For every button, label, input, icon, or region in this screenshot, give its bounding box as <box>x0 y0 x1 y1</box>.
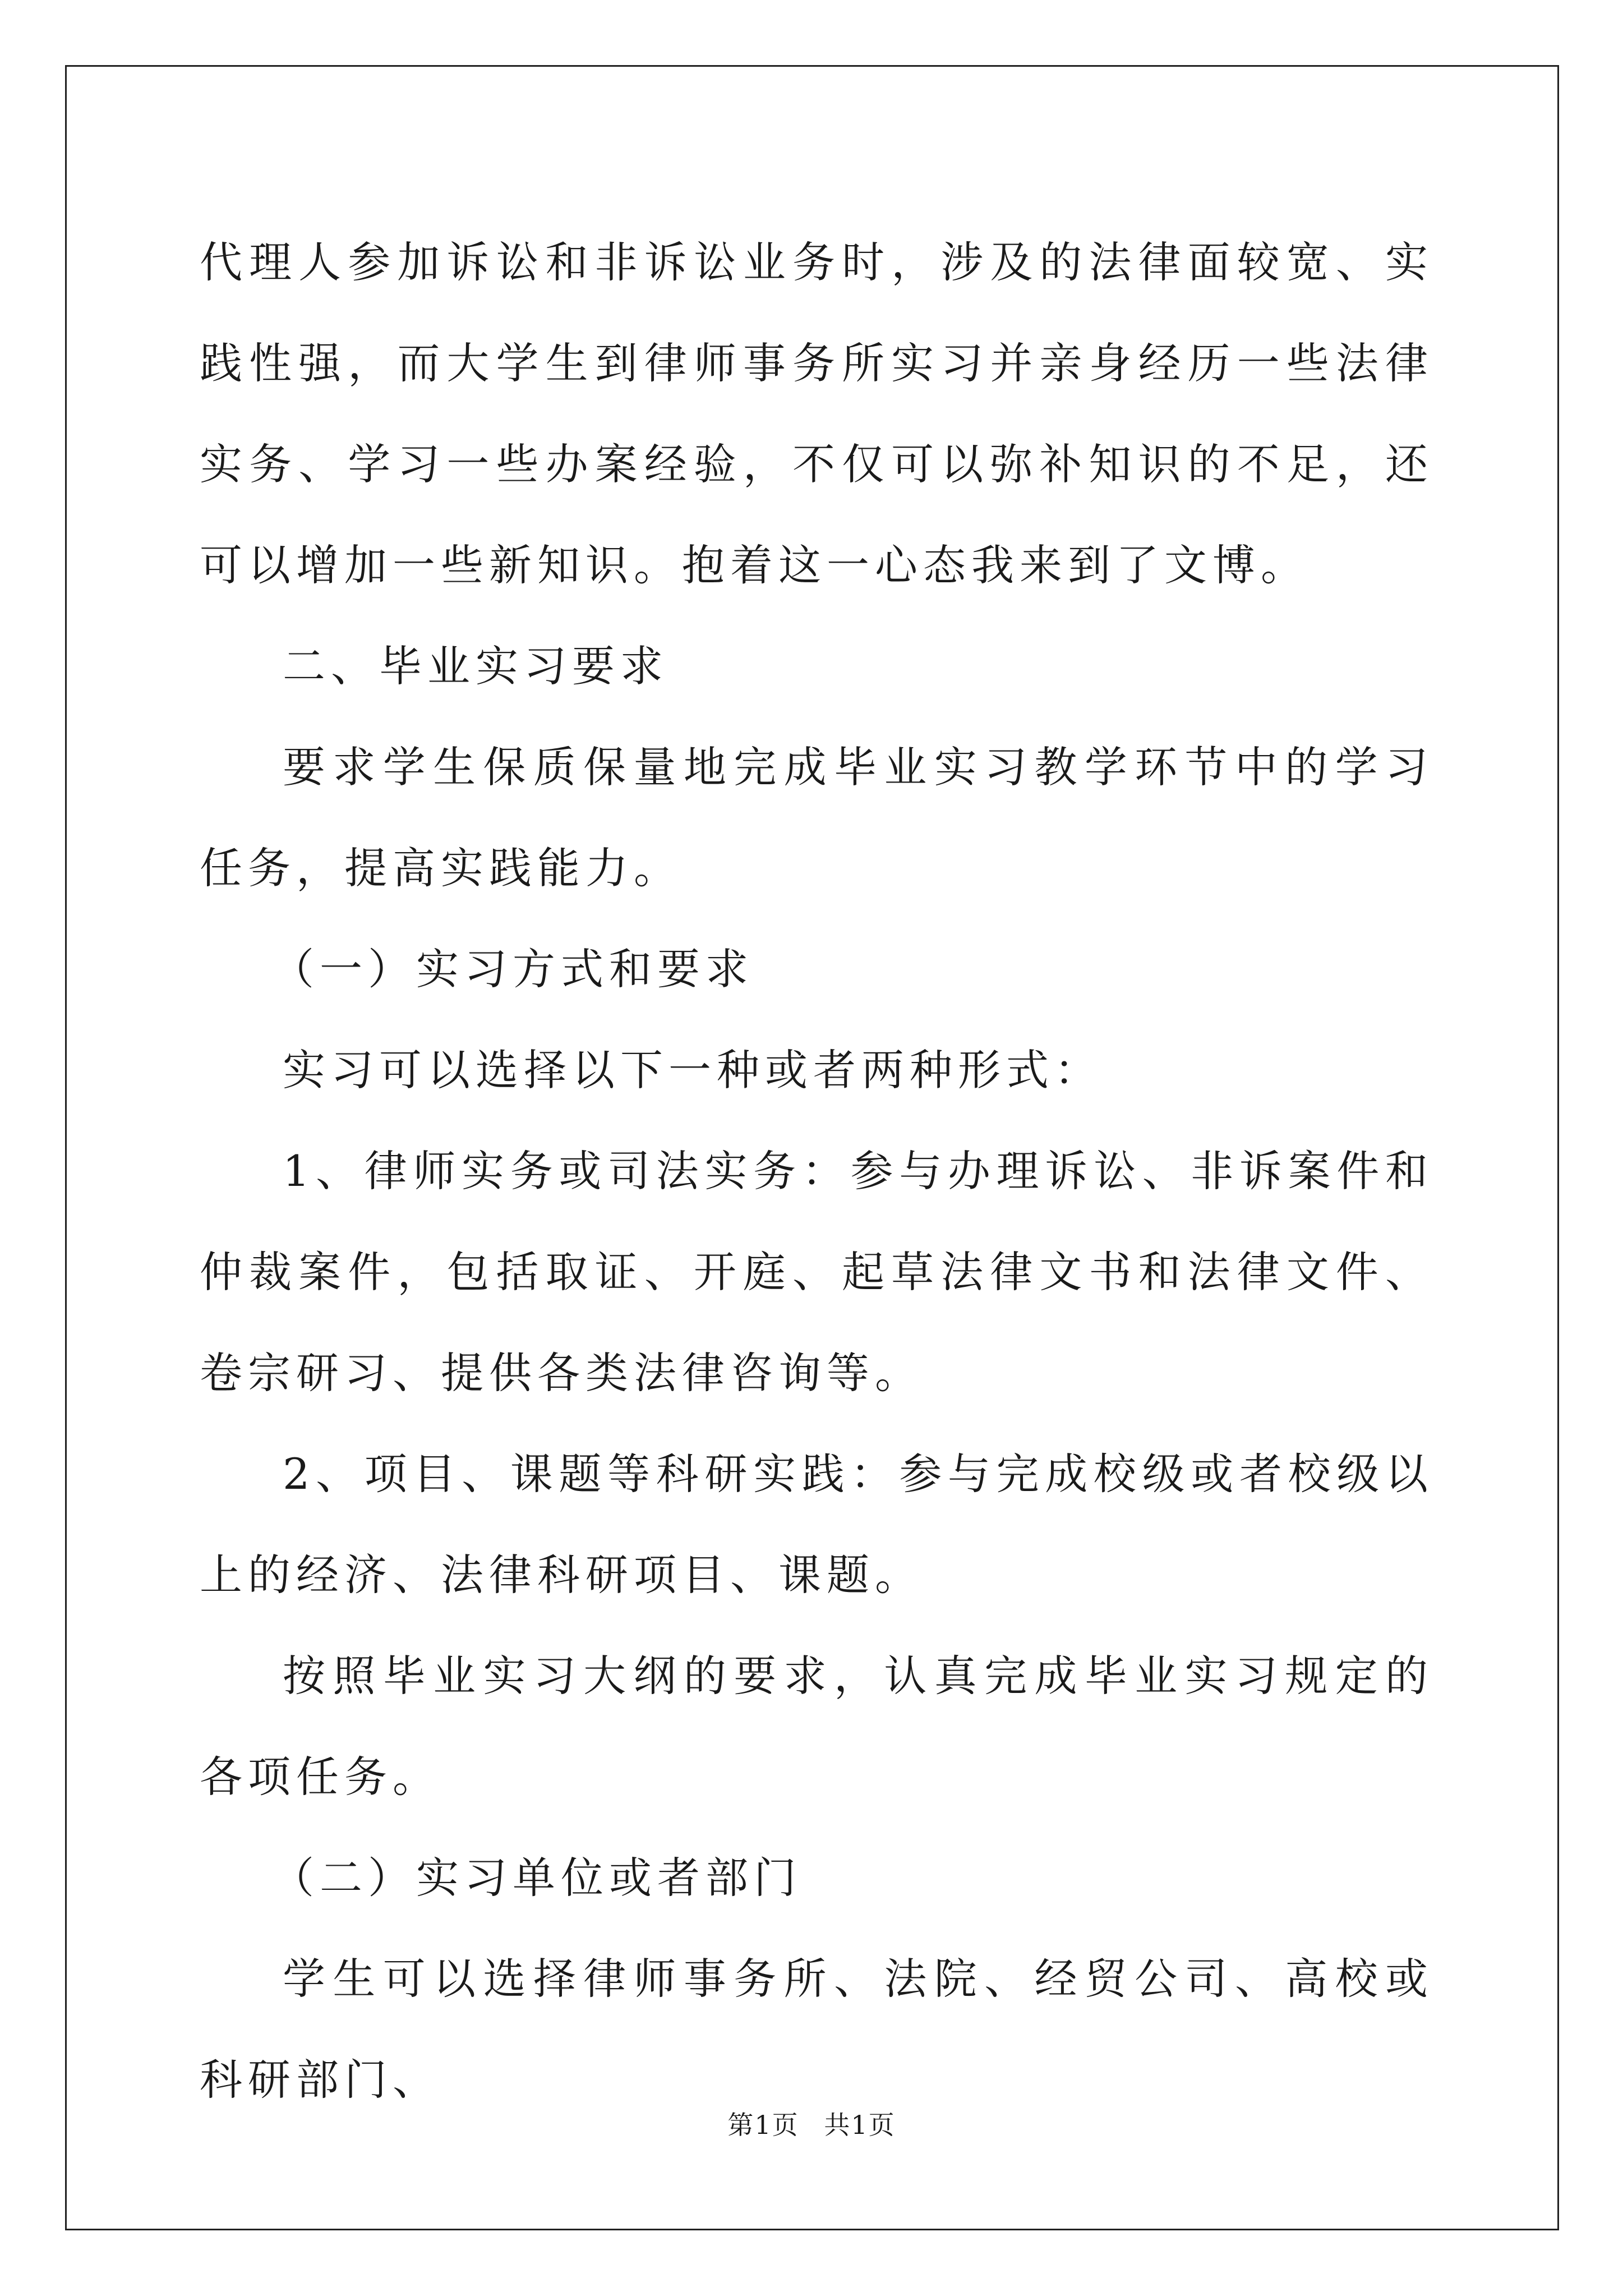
paragraph-3: 实习可以选择以下一种或者两种形式： <box>283 1045 1103 1095</box>
page-total: 共1页 <box>824 2110 896 2140</box>
document-body <box>200 212 1433 2131</box>
paragraph-1: 代理人参加诉讼和非诉讼业务时，涉及的法律面较宽、实践性强，而大学生到律师事务所实习并亲身经历一些法律实务、学习一些办案经验，不仅可以弥补知识的不足，还可以增加一些新知识。抱着这一心态我来到了文博。 <box>200 237 1433 590</box>
paragraph-4: 按照毕业实习大纲的要求，认真完成毕业实习规定的各项任务。 <box>200 1651 1433 1802</box>
subsection-heading-units: （二）实习单位或者部门 <box>271 1853 802 1903</box>
paragraph-5: 学生可以选择律师事务所、法院、经贸公司、高校或科研部门、 <box>200 1954 1433 2105</box>
subsection-heading-method: （一）实习方式和要求 <box>271 944 754 994</box>
section-heading-requirements: 二、毕业实习要求 <box>283 641 668 691</box>
paragraph-2: 要求学生保质保量地完成毕业实习教学环节中的学习任务，提高实践能力。 <box>200 742 1433 893</box>
page-number: 第1页 <box>727 2110 799 2140</box>
list-item-1: 1、律师实务或司法实务：参与办理诉讼、非诉案件和仲裁案件，包括取证、开庭、起草法律文书和法律文件、卷宗研习、提供各类法律咨询等。 <box>200 1146 1433 1398</box>
page-footer <box>0 2105 1623 2142</box>
list-item-2: 2、项目、课题等科研实践：参与完成校级或者校级以上的经济、法律科研项目、课题。 <box>200 1449 1433 1600</box>
